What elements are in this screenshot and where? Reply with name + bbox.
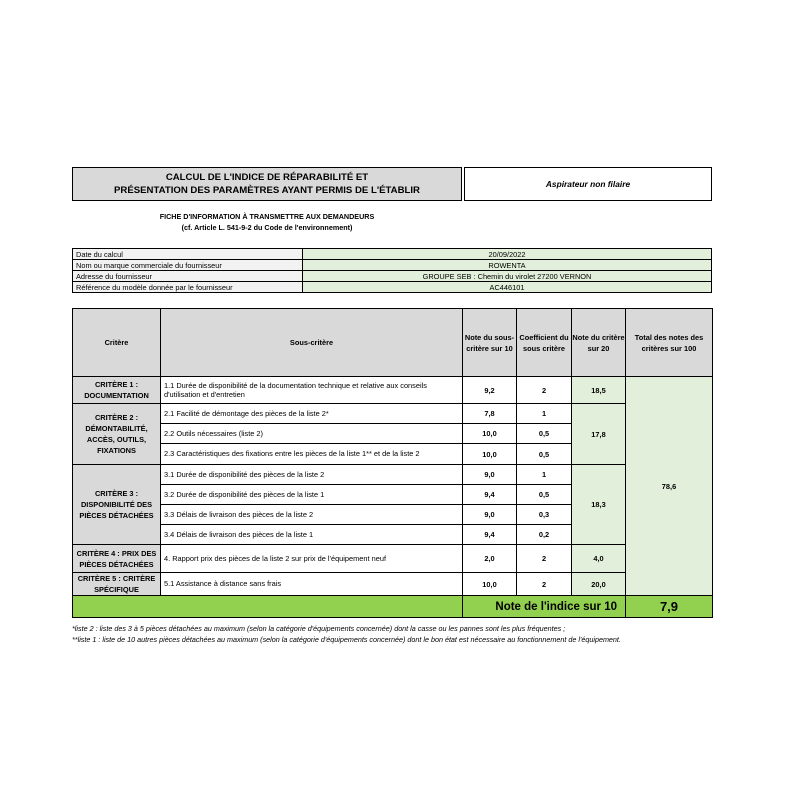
table-row (73, 404, 713, 424)
header-sous-critere: Sous-critère (161, 309, 463, 377)
criterion-5-score: 20,0 (572, 573, 626, 596)
subcriterion-label: 5.1 Assistance à distance sans frais (161, 573, 463, 596)
header-note-critere: Note du critère sur 20 (572, 309, 626, 377)
final-score-value: 7,9 (626, 596, 713, 618)
header-total: Total des notes des critères sur 100 (626, 309, 713, 377)
criterion-3-score: 18,3 (572, 465, 626, 545)
info-row (73, 282, 712, 293)
subcriterion-label: 2.1 Facilité de démontage des pièces de la liste 2* (161, 404, 463, 424)
subcriterion-label: 3.1 Durée de disponibilité des pièces de la liste 2 (161, 465, 463, 485)
subcriterion-coef: 0,5 (517, 424, 572, 444)
info-row (73, 271, 712, 282)
footnote-liste-1: **liste 1 : liste de 10 autres pièces détachées au maximum (selon la catégorie d'équipements concernée) dont le bon état est nécessaire au fonctionnement de l'équipement. (72, 635, 621, 644)
subcriterion-label: 2.2 Outils nécessaires (liste 2) (161, 424, 463, 444)
subtitle-line-1: FICHE D'INFORMATION À TRANSMETTRE AUX DEMANDEURS (159, 212, 375, 221)
criterion-4-label: CRITÈRE 4 : PRIX DES PIÈCES DÉTACHÉES (73, 545, 161, 573)
title-line-2: PRÉSENTATION DES PARAMÈTRES AYANT PERMIS DE L'ÉTABLIR (114, 185, 420, 196)
document-title (72, 167, 462, 201)
table-header-row (73, 309, 713, 377)
info-value: GROUPE SEB : Chemin du virolet 27200 VERNON (303, 271, 712, 282)
repairability-table (72, 308, 713, 618)
subcriterion-coef: 2 (517, 545, 572, 573)
subcriterion-coef: 1 (517, 404, 572, 424)
info-label: Nom ou marque commerciale du fournisseur (73, 260, 303, 271)
subcriterion-coef: 1 (517, 465, 572, 485)
footnote-liste-2: *liste 2 : liste des 3 à 5 pièces détachées au maximum (selon la catégorie d'équipements concernée) dont la casse ou les pannes sont les plus fréquentes ; (72, 624, 566, 633)
subcriterion-coef: 0,5 (517, 485, 572, 505)
subcriterion-coef: 0,2 (517, 525, 572, 545)
info-row (73, 249, 712, 260)
criterion-2-label: CRITÈRE 2 : DÉMONTABILITÉ, ACCÈS, OUTILS, FIXATIONS (73, 404, 161, 465)
subcriterion-note: 10,0 (463, 424, 517, 444)
info-row (73, 260, 712, 271)
criterion-2-score: 17,8 (572, 404, 626, 465)
subcriterion-label: 2.3 Caractéristiques des fixations entre les pièces de la liste 1** et de la liste 2 (161, 444, 463, 465)
table-row (73, 465, 713, 485)
document-header (72, 167, 712, 201)
table-row (73, 545, 713, 573)
subcriterion-note: 9,0 (463, 505, 517, 525)
info-value: ROWENTA (303, 260, 712, 271)
subcriterion-label: 4. Rapport prix des pièces de la liste 2 sur prix de l'équipement neuf (161, 545, 463, 573)
subcriterion-note: 2,0 (463, 545, 517, 573)
header-critere: Critère (73, 309, 161, 377)
subcriterion-coef: 2 (517, 377, 572, 404)
final-score-label: Note de l'indice sur 10 (463, 596, 626, 618)
subcriterion-label: 3.3 Délais de livraison des pièces de la liste 2 (161, 505, 463, 525)
title-line-1: CALCUL DE L'INDICE DE RÉPARABILITÉ ET (165, 172, 369, 183)
supplier-info-table (72, 248, 712, 293)
subcriterion-note: 10,0 (463, 573, 517, 596)
footnotes (72, 623, 712, 645)
header-coefficient: Coefficient du sous critère (517, 309, 572, 377)
criterion-5-label: CRITÈRE 5 : CRITÈRE SPÉCIFIQUE (73, 573, 161, 596)
subcriterion-note: 9,4 (463, 525, 517, 545)
subcriterion-label: 3.4 Délais de livraison des pièces de la liste 1 (161, 525, 463, 545)
final-score-row (73, 596, 713, 618)
info-label: Date du calcul (73, 249, 303, 260)
subcriterion-label: 1.1 Durée de disponibilité de la documentation technique et relative aux conseils d'utilisation et d'entretien (161, 377, 463, 404)
subtitle-line-2: (cf. Article L. 541-9-2 du Code de l'environnement) (181, 222, 353, 232)
subcriterion-label: 3.2 Durée de disponibilité des pièces de la liste 1 (161, 485, 463, 505)
info-label: Adresse du fournisseur (73, 271, 303, 282)
subcriterion-note: 9,2 (463, 377, 517, 404)
final-score-spacer (73, 596, 463, 618)
product-category: Aspirateur non filaire (464, 167, 712, 201)
subcriterion-note: 9,0 (463, 465, 517, 485)
criterion-1-score: 18,5 (572, 377, 626, 404)
subcriterion-note: 10,0 (463, 444, 517, 465)
subcriterion-note: 7,8 (463, 404, 517, 424)
subcriterion-note: 9,4 (463, 485, 517, 505)
document-subtitle (72, 212, 462, 233)
total-score: 78,6 (626, 377, 713, 596)
subcriterion-coef: 0,5 (517, 444, 572, 465)
subcriterion-coef: 0,3 (517, 505, 572, 525)
info-value: AC446101 (303, 282, 712, 293)
table-row (73, 573, 713, 596)
criterion-4-score: 4,0 (572, 545, 626, 573)
subcriterion-coef: 2 (517, 573, 572, 596)
table-row (73, 377, 713, 404)
criterion-1-label: CRITÈRE 1 : DOCUMENTATION (73, 377, 161, 404)
header-note-sous-critere: Note du sous-critère sur 10 (463, 309, 517, 377)
info-value: 20/09/2022 (303, 249, 712, 260)
criterion-3-label: CRITÈRE 3 : DISPONIBILITÉ DES PIÈCES DÉTACHÉES (73, 465, 161, 545)
info-label: Référence du modèle donnée par le fournisseur (73, 282, 303, 293)
